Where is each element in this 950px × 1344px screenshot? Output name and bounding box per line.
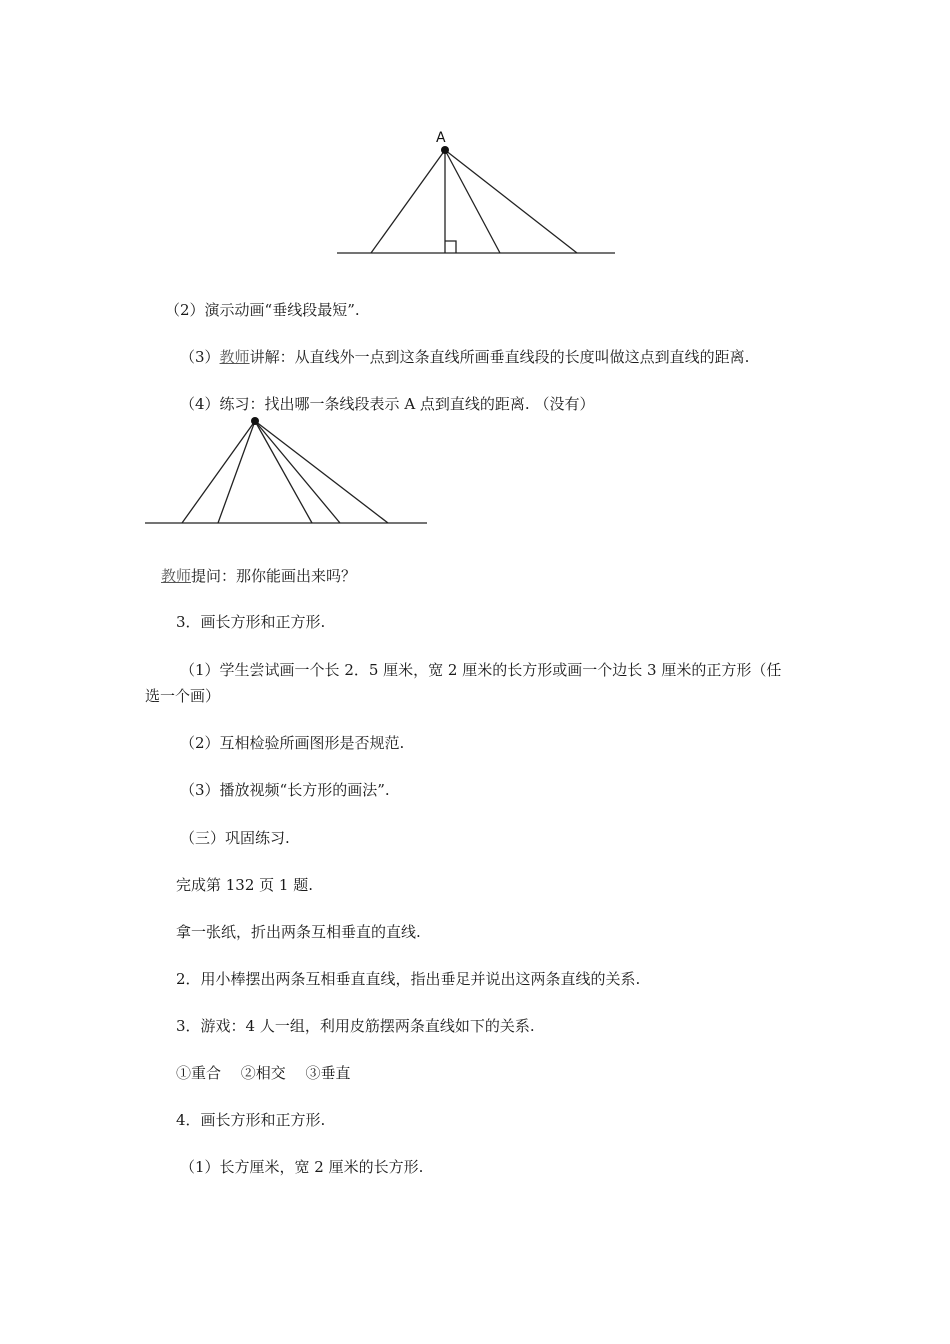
right-angle-mark bbox=[445, 241, 456, 253]
fan-segment-5 bbox=[255, 421, 388, 523]
segment-right bbox=[445, 150, 577, 253]
text-line-draw-rect-2: 4．画长方形和正方形. bbox=[176, 1111, 326, 1129]
text-line-demo: （2）演示动画“垂线段最短”. bbox=[165, 301, 360, 319]
point-a-label: A bbox=[436, 130, 446, 146]
fan-segment-4 bbox=[255, 421, 340, 523]
fan-segment-1 bbox=[182, 421, 255, 523]
text-line-teacher-explain: （3）教师讲解：从直线外一点到这条直线所画垂直线段的长度叫做这点到直线的距离. bbox=[180, 348, 750, 366]
text-line-video: （3）播放视频“长方形的画法”. bbox=[180, 781, 390, 799]
text-line-student-try-cont: 选一个画） bbox=[145, 687, 221, 705]
text-line-relations: ①重合 ②相交 ③垂直 bbox=[176, 1064, 351, 1082]
text-line-complete: 完成第 132 页 1 题. bbox=[176, 876, 314, 894]
text-line-practice: （4）练习：找出哪一条线段表示 A 点到直线的距离. （没有） bbox=[180, 395, 595, 413]
text-line-draw-rect: 3．画长方形和正方形. bbox=[176, 613, 326, 631]
text-line-check: （2）互相检验所画图形是否规范. bbox=[180, 734, 405, 752]
segment-left bbox=[371, 150, 445, 253]
text-line-consolidate: （三）巩固练习. bbox=[180, 829, 290, 847]
text-line-sticks: 2．用小棒摆出两条互相垂直直线，指出垂足并说出这两条直线的关系. bbox=[176, 970, 641, 988]
text-line-paper: 拿一张纸，折出两条互相垂直的直线. bbox=[176, 923, 421, 941]
fan-point bbox=[251, 417, 259, 425]
text-line-game: 3．游戏：4 人一组，利用皮筋摆两条直线如下的关系. bbox=[176, 1017, 535, 1035]
teacher-link[interactable]: 教师 bbox=[161, 567, 192, 585]
point-a bbox=[441, 146, 449, 154]
segment-middle bbox=[445, 150, 500, 253]
fan-segment-3 bbox=[255, 421, 312, 523]
text-line-teacher-question: 教师提问：那你能画出来吗？ bbox=[161, 567, 357, 585]
text-line-student-try: （1）学生尝试画一个长 2．5 厘米，宽 2 厘米的长方形或画一个边长 3 厘米的正方形（任 bbox=[180, 661, 782, 679]
text-line-rect-size: （1）长方厘米，宽 2 厘米的长方形. bbox=[180, 1158, 424, 1176]
teacher-link[interactable]: 教师 bbox=[219, 348, 250, 366]
fan-segment-2 bbox=[218, 421, 255, 523]
